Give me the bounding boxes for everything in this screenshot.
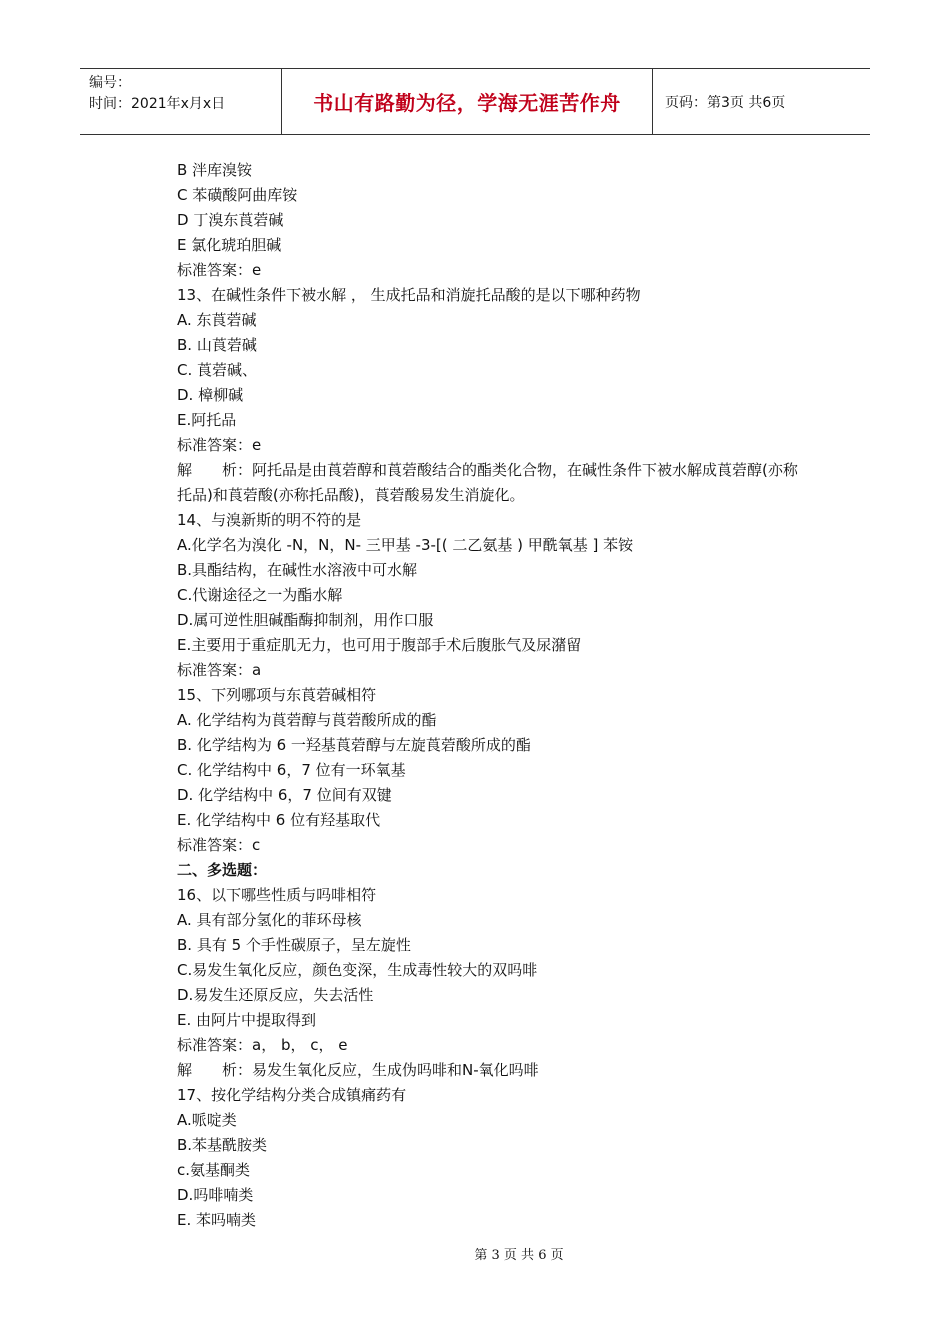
text-line: D 丁溴东莨菪碱 [177,211,284,229]
option-line: A. 东莨菪碱 [177,311,257,329]
answer-line: 标准答案：e [177,436,262,454]
question-line: 16、以下哪些性质与吗啡相符 [177,886,377,904]
option-line: D.属可逆性胆碱酯酶抑制剂，用作口服 [177,611,434,629]
answer-line: 标准答案：e [177,261,262,279]
option-line: D.易发生还原反应，失去活性 [177,986,374,1004]
option-line: D. 樟柳碱 [177,386,244,404]
option-line: C.代谢途径之一为酯水解 [177,586,343,604]
option-line: B. 具有 5 个手性碳原子，呈左旋性 [177,936,411,954]
option-line: A.化学名为溴化 -N，N，N- 三甲基 -3-[( 二乙氨基 ) 甲酰氧基 ] 苯铵 [177,536,634,554]
explanation-line: 解 析：易发生氧化反应，生成伪吗啡和N-氧化吗啡 [177,1061,539,1079]
answer-line: 标准答案：c [177,836,261,854]
page-header [80,68,870,135]
header-motto-cell [282,69,653,134]
header-number: 编号： [89,75,131,91]
option-line: B. 化学结构为 6 一羟基莨菪醇与左旋莨菪酸所成的酯 [177,736,531,754]
option-line: B.具酯结构，在碱性水溶液中可水解 [177,561,418,579]
header-meta [80,69,282,134]
option-line: D. 化学结构中 6，7 位间有双键 [177,786,392,804]
question-line: 13、在碱性条件下被水解 ， 生成托品和消旋托品酸的是以下哪种药物 [177,286,641,304]
option-line: A.哌啶类 [177,1111,237,1129]
text-line: B 泮库溴铵 [177,161,253,179]
header-page-info: 页码：第3页 共6页 [665,94,786,111]
question-line: 14、与溴新斯的明不符的是 [177,511,362,529]
option-line: E. 化学结构中 6 位有羟基取代 [177,811,381,829]
option-line: A. 化学结构为莨菪醇与莨菪酸所成的酯 [177,711,437,729]
explanation-text: 解 析：阿托品是由莨菪醇和莨菪酸结合的酯类化合物，在碱性条件下被水解成莨菪醇(亦称托品)和莨菪酸(亦称托品酸)，莨菪酸易发生消旋化。 [177,461,798,504]
option-line: D.吗啡喃类 [177,1186,254,1204]
option-line: B. 山莨菪碱 [177,336,257,354]
option-line: C. 化学结构中 6，7 位有一环氧基 [177,761,406,779]
option-line: E.阿托品 [177,411,237,429]
option-line: E.主要用于重症肌无力，也可用于腹部手术后腹胀气及尿潴留 [177,636,582,654]
option-line: C. 莨菪碱、 [177,361,258,379]
section-title: 二、多选题： [177,861,268,879]
page-footer: 第 3 页 共 6 页 [474,1248,564,1263]
option-line: A. 具有部分氢化的菲环母核 [177,911,362,929]
answer-line: 标准答案：a [177,661,262,679]
option-line: C.易发生氧化反应，颜色变深，生成毒性较大的双吗啡 [177,961,538,979]
header-page-info-cell [653,69,870,134]
option-line: E. 由阿片中提取得到 [177,1011,317,1029]
text-line: E 氯化琥珀胆碱 [177,236,282,254]
header-time: 时间：2021年x月x日 [89,96,226,112]
explanation-paragraph [147,458,807,508]
question-line: 17、按化学结构分类合成镇痛药有 [177,1086,407,1104]
option-line: B.苯基酰胺类 [177,1136,268,1154]
answer-line: 标准答案：a， b， c， e [177,1036,348,1054]
option-line: E. 苯吗喃类 [177,1211,257,1229]
text-line: C 苯磺酸阿曲库铵 [177,186,298,204]
header-motto: 书山有路勤为径，学海无涯苦作舟 [313,91,621,115]
question-line: 15、下列哪项与东莨菪碱相符 [177,686,377,704]
option-line: c.氨基酮类 [177,1161,251,1179]
